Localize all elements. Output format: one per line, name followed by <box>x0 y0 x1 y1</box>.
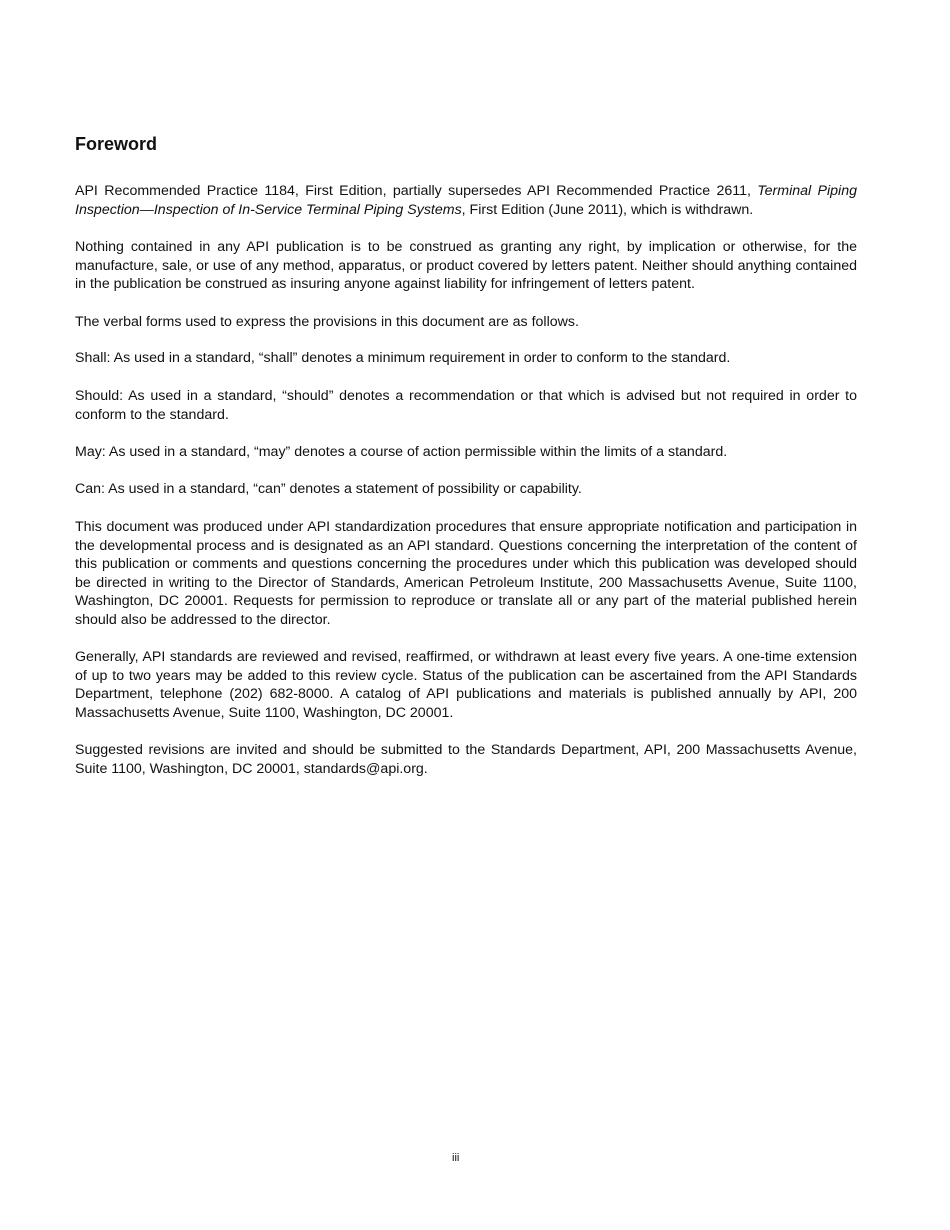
text: API Recommended Practice 1184, First Edition, partially supersedes API Recommended Practice 2611, <box>75 183 758 199</box>
paragraph-patent: Nothing contained in any API publication is to be construed as granting any right, by implication or otherwise, for the manufacture, sale, or use of any method, apparatus, or product covered by letters patent. Neither should anything contained in the publication be construed as insuring anyone against liability for infringement of letters patent. <box>75 239 857 293</box>
paragraph-revisions: Suggested revisions are invited and should be submitted to the Standards Department, API, 200 Massachusetts Avenue, Suite 1100, Washington, DC 20001, standards@api.org. <box>75 742 857 777</box>
paragraph-may: May: As used in a standard, “may” denotes a course of action permissible within the limits of a standard. <box>75 444 728 460</box>
paragraph-supersedes <box>75 182 857 219</box>
paragraph-verbal-forms: The verbal forms used to express the provisions in this document are as follows. <box>75 314 579 330</box>
paragraph-should: Should: As used in a standard, “should” denotes a recommendation or that which is advised but not required in order to conform to the standard. <box>75 388 857 423</box>
paragraph-can: Can: As used in a standard, “can” denotes a statement of possibility or capability. <box>75 481 582 497</box>
page-number: iii <box>452 1152 460 1164</box>
paragraph-shall: Shall: As used in a standard, “shall” denotes a minimum requirement in order to conform to the standard. <box>75 350 731 366</box>
page-heading: Foreword <box>75 134 158 154</box>
paragraph-procedures: This document was produced under API standardization procedures that ensure appropriate notification and participation in the developmental process and is designated as an API standard. Questions concerning the interpretation of the content of this publication or comments and questions concerning the procedures under which this publication was developed should be directed in writing to the Director of Standards, American Petroleum Institute, 200 Massachusetts Avenue, Suite 1100, Washington, DC 20001. Requests for permission to reproduce or translate all or any part of the material published herein should also be addressed to the director. <box>75 519 857 628</box>
paragraph-review: Generally, API standards are reviewed and revised, reaffirmed, or withdrawn at least every five years. A one-time extension of up to two years may be added to this review cycle. Status of the publication can be ascertained from the API Standards Department, telephone (202) 682-8000. A catalog of API publications and materials is published annually by API, 200 Massachusetts Avenue, Suite 1100, Washington, DC 20001. <box>75 649 857 721</box>
text: , First Edition (June 2011), which is withdrawn. <box>461 201 754 218</box>
italic-title: Terminal Piping Inspection—Inspection of In-Service Terminal Piping Systems <box>75 183 857 218</box>
